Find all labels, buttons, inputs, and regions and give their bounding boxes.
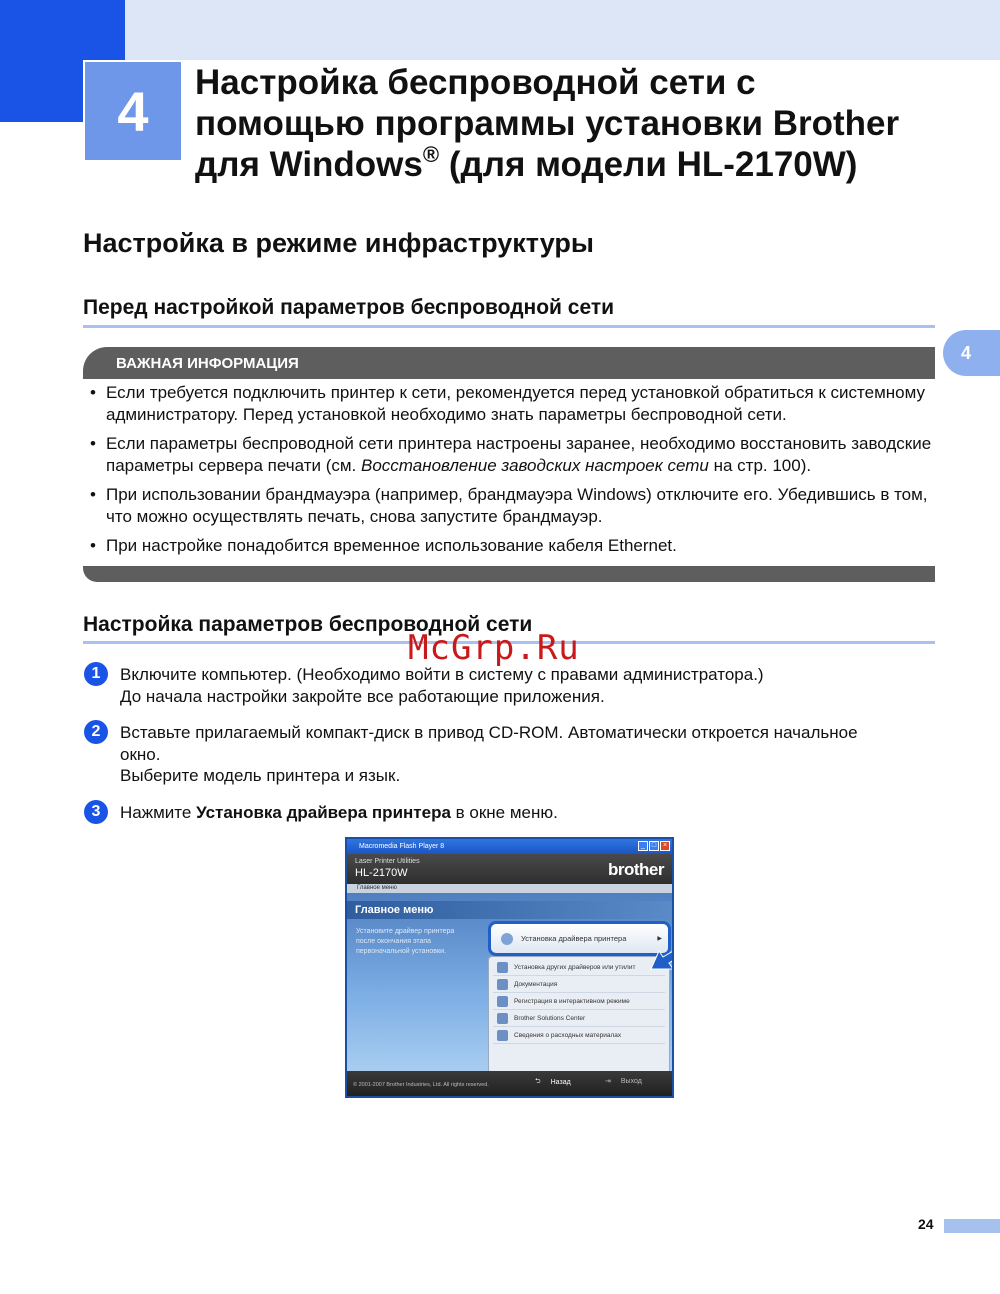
breadcrumb: Главное меню: [347, 884, 672, 893]
chapter-title-line-1: Настройка беспроводной сети с: [195, 63, 756, 102]
step-text: [120, 722, 920, 787]
step-number-icon: 1: [84, 662, 108, 686]
exit-icon: ⇥: [605, 1078, 611, 1085]
important-item: • Если требуется подключить принтер к сети, рекомендуется перед установкой обратиться к системному администратору. Перед установкой необходимо знать параметры беспроводной сети.: [90, 382, 940, 425]
pointer-arrow-icon: [647, 933, 674, 973]
menu-panel: [488, 956, 670, 1080]
step-text-bold: Установка драйвера принтера: [196, 803, 451, 822]
step-text-post: в окне меню.: [450, 803, 558, 822]
step-number-icon: 3: [84, 800, 108, 824]
exit-button[interactable]: [605, 1077, 642, 1085]
page-number: 24: [918, 1216, 934, 1232]
step-line: Выберите модель принтера и язык.: [120, 766, 401, 785]
menu-item-label: Сведения о расходных материалах: [514, 1031, 622, 1039]
important-item-text: Если параметры беспроводной сети принтера настроены заранее, необходимо восстановить заводские параметры сервера печати (см.: [106, 434, 932, 475]
maximize-icon[interactable]: □: [649, 841, 659, 851]
menu-item-supplies[interactable]: [493, 1027, 665, 1044]
minimize-icon[interactable]: _: [638, 841, 648, 851]
back-label: Назад: [550, 1079, 571, 1086]
menu-item-other-drivers[interactable]: [493, 959, 665, 976]
chapter-title: [195, 62, 955, 185]
step-text: [120, 664, 920, 707]
menu-item-label: Документация: [514, 980, 558, 988]
step-line: Вставьте прилагаемый компакт-диск в привод CD-ROM. Автоматически откроется начальное: [120, 723, 858, 742]
chapter-title-line-2: помощью программы установки Brother: [195, 104, 900, 143]
pen-icon: [497, 996, 508, 1007]
menu-item-label: Brother Solutions Center: [514, 1014, 586, 1022]
header-band: [0, 0, 1000, 60]
window-controls: [638, 841, 670, 851]
app-body: [347, 893, 672, 1071]
watermark: McGrp.Ru: [408, 628, 580, 668]
chevron-right-icon: ▶: [657, 936, 662, 942]
window-title: Macromedia Flash Player 8: [359, 843, 445, 850]
chapter-number: 4: [83, 60, 183, 162]
important-item: • При использовании брандмауэра (например, брандмауэра Windows) отключите его. Убедившись в том, что можно осуществлять печать, снова запустите брандмауэр.: [90, 484, 940, 527]
step-line: окно.: [120, 744, 161, 764]
step-text: [120, 802, 920, 824]
app-header: [347, 854, 672, 884]
important-item-tail: на стр. 100).: [708, 455, 812, 475]
important-list: [90, 382, 940, 565]
menu-item-label: Регистрация в интерактивном режиме: [514, 997, 630, 1005]
step-line: До начала настройки закройте все работающие приложения.: [120, 686, 605, 706]
close-icon[interactable]: ×: [660, 841, 670, 851]
info-icon: [497, 1030, 508, 1041]
step-text-pre: Нажмите: [120, 803, 197, 822]
subsection-title-setup: Настройка параметров беспроводной сети: [83, 613, 533, 636]
registered-mark: ®: [422, 142, 440, 167]
app-subtitle: Laser Printer Utilities: [355, 858, 420, 865]
subsection-rule: [83, 325, 935, 328]
back-arrow-icon: ⮌: [535, 1078, 541, 1085]
chapter-title-line-3-post: (для модели HL-2170W): [439, 145, 858, 184]
app-footer: [347, 1071, 672, 1098]
menu-main-label: Установка драйвера принтера: [521, 934, 627, 943]
install-printer-driver-button[interactable]: [488, 921, 671, 956]
menu-item-registration[interactable]: [493, 993, 665, 1010]
cross-reference-link[interactable]: Восстановление заводских настроек сети: [361, 455, 709, 475]
back-button[interactable]: [535, 1077, 571, 1088]
document-icon: [497, 979, 508, 990]
menu-item-documentation[interactable]: [493, 976, 665, 993]
copyright: © 2001-2007 Brother Industries, Ltd. All rights reserved.: [353, 1082, 489, 1088]
cd-icon: [501, 933, 513, 945]
section-title: Настройка в режиме инфраструктуры: [83, 228, 594, 258]
menu-item-label: Установка других драйверов или утилит: [514, 963, 636, 971]
web-icon: [497, 1013, 508, 1024]
brand-logo: brother: [608, 860, 664, 879]
chapter-title-line-3: [195, 144, 955, 185]
step-number-icon: 2: [84, 720, 108, 744]
window-titlebar: [347, 839, 672, 854]
step-line: Включите компьютер. (Необходимо войти в систему с правами администратора.): [120, 665, 764, 684]
panel-description: Установите драйвер принтера после окончания этапа первоначальной установки.: [356, 928, 455, 955]
subsection-title-before: Перед настройкой параметров беспроводной сети: [83, 296, 615, 319]
chapter-side-tab[interactable]: 4: [943, 330, 1000, 376]
exit-label: Выход: [620, 1077, 642, 1085]
chapter-title-line-3-pre: для Windows: [195, 145, 423, 184]
important-footer: [83, 566, 935, 582]
important-header: ВАЖНАЯ ИНФОРМАЦИЯ: [83, 347, 935, 379]
installer-screenshot: [345, 837, 674, 1098]
menu-item-solutions-center[interactable]: [493, 1010, 665, 1027]
important-item: • При настройке понадобится временное использование кабеля Ethernet.: [90, 535, 940, 557]
panel-title: Главное меню: [347, 901, 672, 919]
app-model: HL-2170W: [355, 867, 408, 879]
important-item: [90, 433, 940, 476]
page-number-bar: [944, 1219, 1000, 1233]
tools-icon: [497, 962, 508, 973]
